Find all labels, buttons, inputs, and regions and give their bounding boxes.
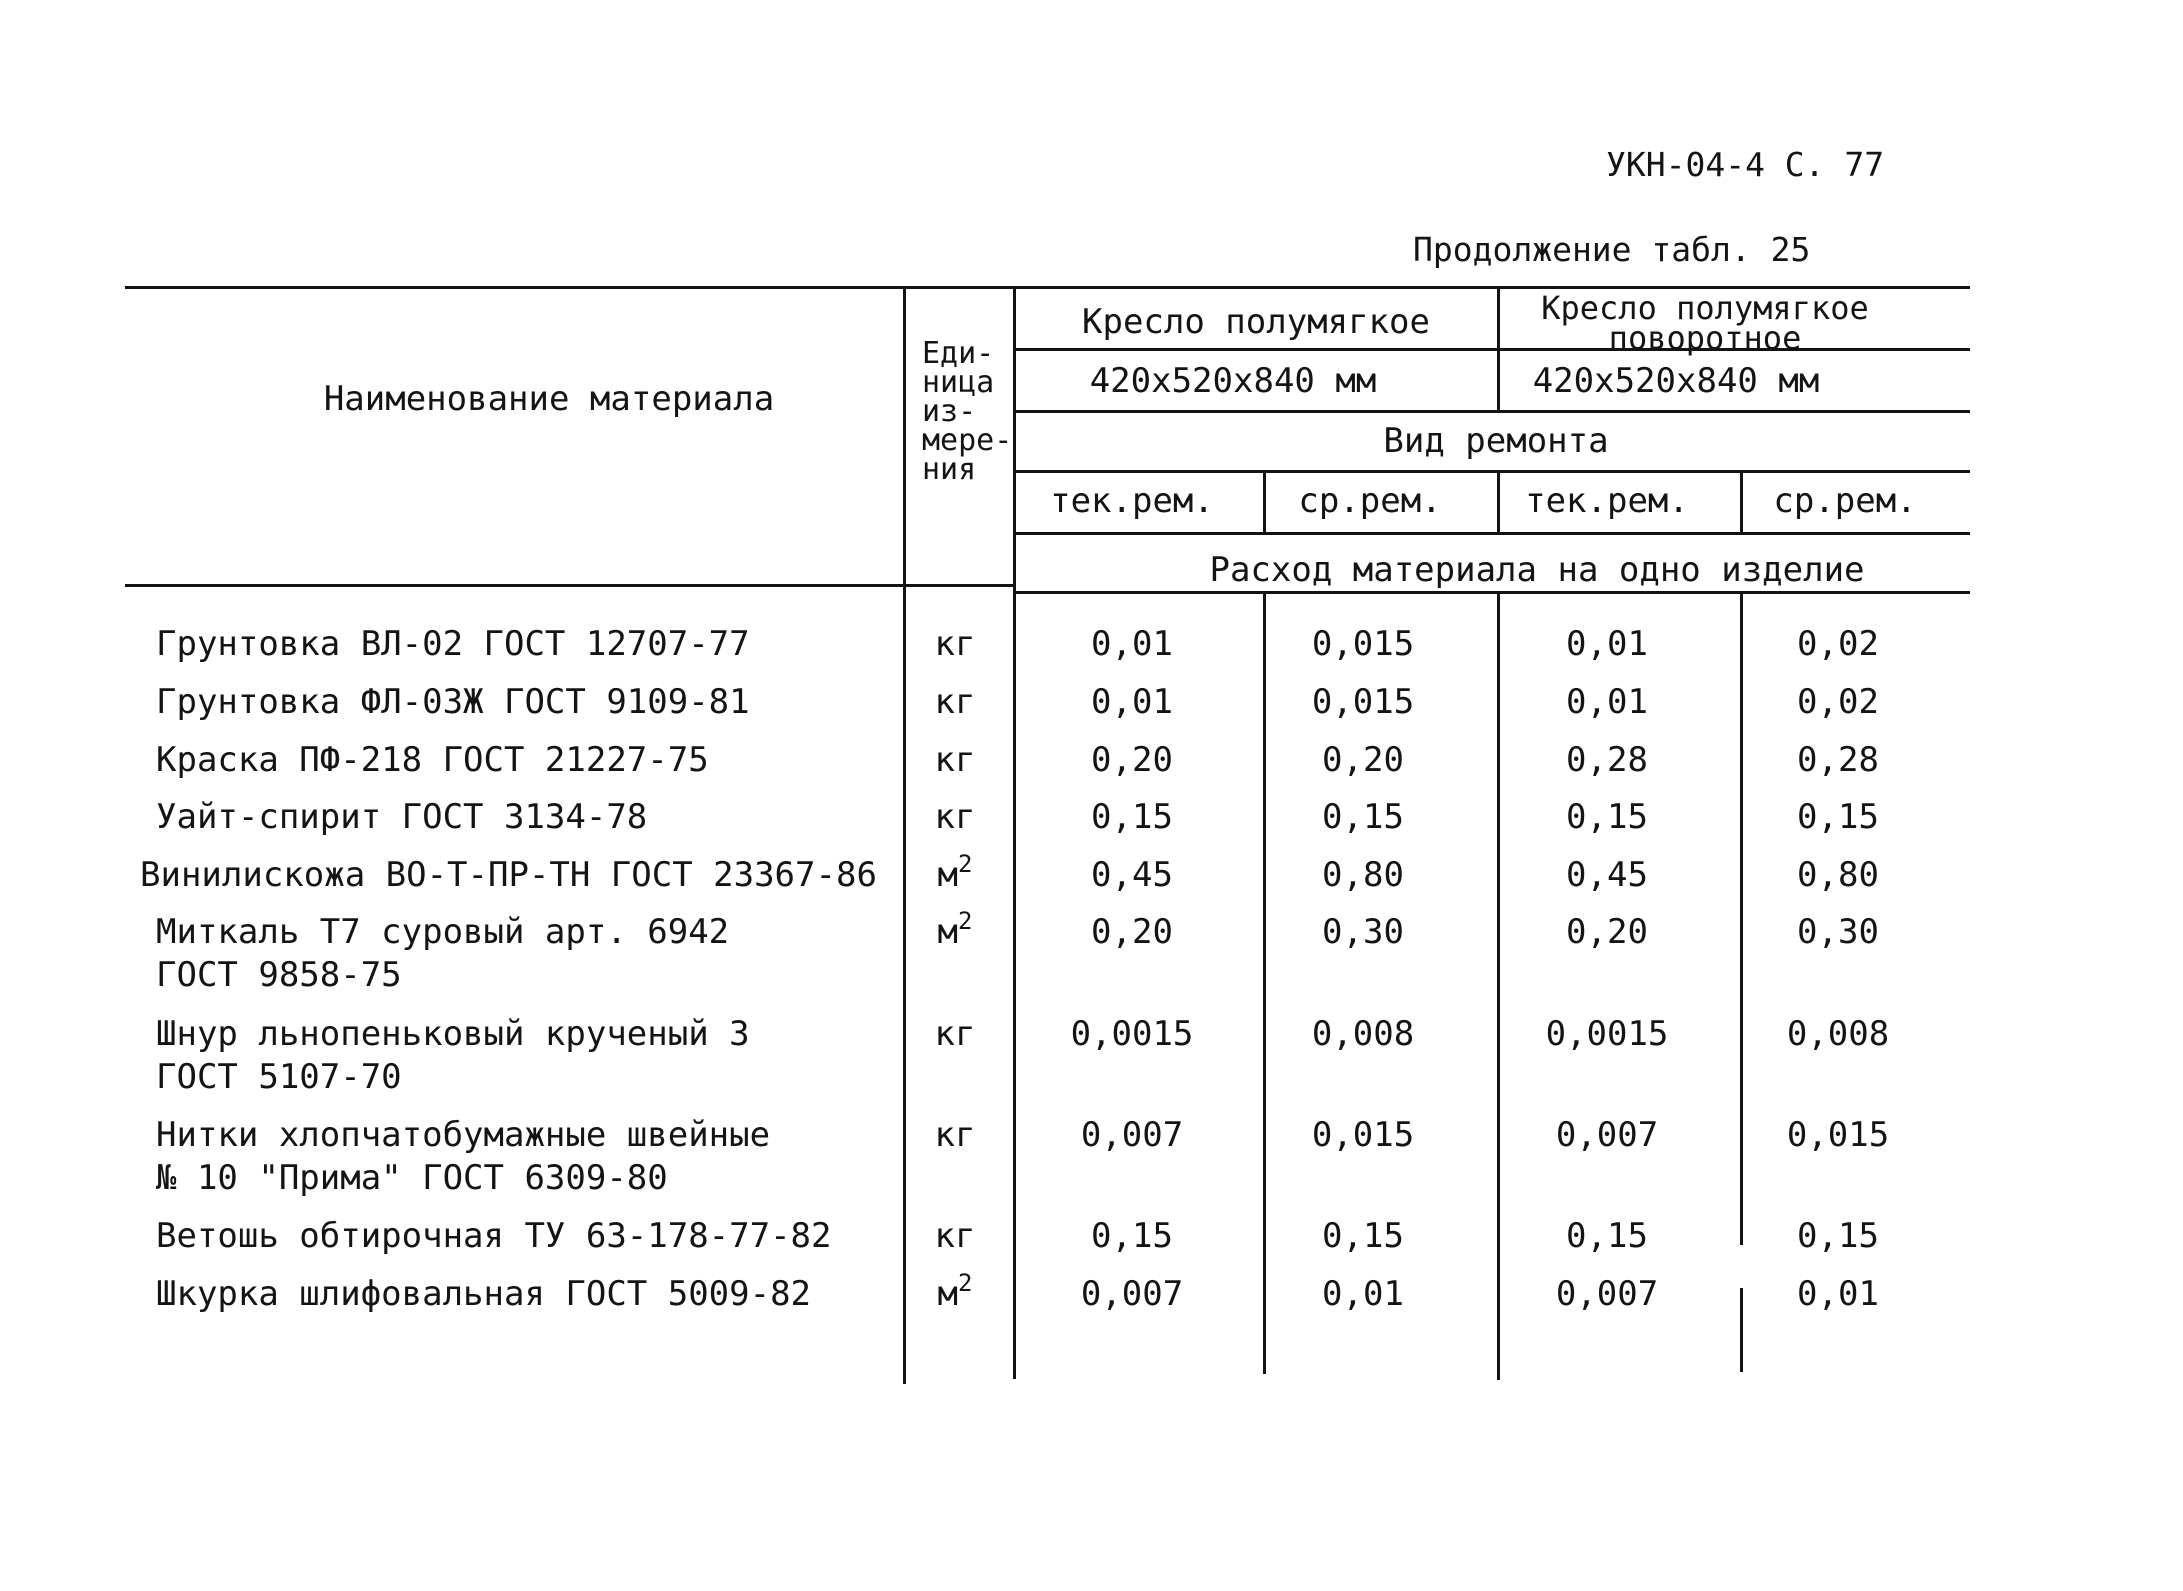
value-cell: 0,015: [1311, 1115, 1415, 1155]
value-cell: 0,007: [1555, 1115, 1659, 1155]
value-cell: 0,01: [1091, 682, 1173, 722]
value-cell: 0,01: [1322, 1274, 1404, 1314]
repair-type-rule: [1016, 470, 1970, 473]
col3-right-line-body: [1740, 591, 1743, 1245]
value-cell: 0,30: [1322, 912, 1404, 952]
header-chair2-dims: 420x520x840 мм: [1532, 361, 1820, 401]
header-medium-repair-1: ср.рем.: [1298, 481, 1442, 521]
value-cell: 0,15: [1091, 797, 1173, 837]
value-cell: 0,02: [1797, 624, 1879, 664]
unit-superscript: 2: [958, 850, 973, 878]
header-chair1-title: Кресло полумягкое: [1082, 302, 1430, 342]
header-chair1-dims: 420x520x840 мм: [1089, 361, 1377, 401]
value-cell: 0,01: [1091, 624, 1173, 664]
value-cell: 0,20: [1091, 912, 1173, 952]
value-cell: 0,01: [1797, 1274, 1879, 1314]
consumption-rule: [1016, 591, 1970, 594]
unit-text: кг: [934, 797, 976, 837]
table-continuation: Продолжение табл. 25: [1413, 230, 1811, 269]
unit-cell: [934, 1115, 976, 1155]
unit-superscript: 2: [958, 907, 973, 935]
page-code: УКН-04-4 С. 77: [1606, 145, 1885, 184]
col3-right-line-tail: [1740, 1288, 1743, 1372]
material-name: Винилискожа ВО-Т-ПР-ТН ГОСТ 23367-86: [140, 855, 877, 895]
header-unit-line-1: Еди-: [922, 336, 995, 371]
value-cell: 0,20: [1566, 912, 1648, 952]
unit-cell: [934, 797, 976, 837]
value-cell: 0,007: [1080, 1274, 1184, 1314]
unit-superscript: 2: [958, 1269, 973, 1297]
value-cell: 0,20: [1091, 740, 1173, 780]
unit-text: кг: [934, 1115, 976, 1155]
value-cell: 0,15: [1797, 797, 1879, 837]
header-material-name: Наименование материала: [323, 379, 775, 419]
value-cell: 0,007: [1555, 1274, 1659, 1314]
material-name: Грунтовка ФЛ-03Ж ГОСТ 9109-81: [156, 682, 750, 722]
value-cell: 0,008: [1786, 1014, 1890, 1054]
unit-text: м: [937, 855, 959, 895]
material-name: Миткаль Т7 суровый арт. 6942: [156, 912, 730, 952]
material-name: Шнур льнопеньковый крученый 3: [156, 1014, 750, 1054]
value-cell: 0,007: [1080, 1115, 1184, 1155]
chair-divider-body: [1497, 591, 1500, 1380]
value-cell: 0,30: [1797, 912, 1879, 952]
value-cell: 0,0015: [1545, 1014, 1669, 1054]
unit-text: м: [937, 912, 959, 952]
unit-cell: [934, 740, 976, 780]
material-name: ГОСТ 9858-75: [156, 955, 402, 995]
unit-text: кг: [934, 740, 976, 780]
value-cell: 0,15: [1566, 797, 1648, 837]
unit-cell: [937, 1269, 973, 1314]
header-bottom-rule: [125, 584, 1016, 587]
material-name: Уайт-спирит ГОСТ 3134-78: [156, 797, 648, 837]
unit-cell: [934, 1014, 976, 1054]
header-unit-line-5: ния: [922, 452, 977, 487]
value-cell: 0,008: [1311, 1014, 1415, 1054]
header-medium-repair-2: ср.рем.: [1773, 481, 1917, 521]
value-cell: 0,80: [1322, 855, 1404, 895]
chair-divider-subheader: [1497, 470, 1500, 532]
header-consumption: Расход материала на одно изделие: [1209, 550, 1865, 590]
value-cell: 0,15: [1322, 797, 1404, 837]
value-cell: 0,01: [1566, 682, 1648, 722]
header-unit-line-3: из-: [922, 394, 977, 429]
material-name: ГОСТ 5107-70: [156, 1057, 402, 1097]
material-name: Ветошь обтирочная ТУ 63-178-77-82: [156, 1216, 832, 1256]
unit-text: кг: [934, 1216, 976, 1256]
header-unit-line-2: ница: [922, 365, 995, 400]
material-name: Грунтовка ВЛ-02 ГОСТ 12707-77: [156, 624, 750, 664]
unit-cell: [934, 1216, 976, 1256]
col3-right-line-header: [1740, 470, 1743, 532]
material-name: Нитки хлопчатобумажные швейные: [156, 1115, 771, 1155]
value-cell: 0,15: [1322, 1216, 1404, 1256]
unit-cell: [934, 624, 976, 664]
value-cell: 0,15: [1566, 1216, 1648, 1256]
material-name: № 10 "Прима" ГОСТ 6309-80: [156, 1158, 668, 1198]
unit-col-left-line: [903, 286, 906, 1384]
value-cell: 0,15: [1797, 1216, 1879, 1256]
header-current-repair-1: тек.рем.: [1050, 481, 1214, 521]
value-cell: 0,15: [1091, 1216, 1173, 1256]
value-cell: 0,45: [1566, 855, 1648, 895]
chair-divider-header: [1497, 286, 1500, 410]
value-cell: 0,45: [1091, 855, 1173, 895]
value-cell: 0,02: [1797, 682, 1879, 722]
value-cell: 0,015: [1311, 624, 1415, 664]
header-chair2-title-line-2: поворотное: [1608, 319, 1802, 357]
unit-cell: [937, 850, 973, 895]
unit-cell: [937, 907, 973, 952]
unit-cell: [934, 682, 976, 722]
dims-rule-top: [1016, 348, 1970, 351]
value-cell: 0,80: [1797, 855, 1879, 895]
unit-text: кг: [934, 1014, 976, 1054]
material-name: Краска ПФ-218 ГОСТ 21227-75: [156, 740, 709, 780]
value-cell: 0,015: [1311, 682, 1415, 722]
header-unit-line-4: мере-: [922, 423, 1013, 458]
value-cell: 0,28: [1797, 740, 1879, 780]
value-cell: 0,20: [1322, 740, 1404, 780]
unit-text: кг: [934, 624, 976, 664]
header-repair-type: Вид ремонта: [1383, 421, 1609, 461]
value-cell: 0,28: [1566, 740, 1648, 780]
unit-col-right-line: [1013, 286, 1016, 1379]
value-cell: 0,015: [1786, 1115, 1890, 1155]
repair-subtype-rule: [1016, 532, 1970, 535]
col1-right-line-header: [1263, 470, 1266, 532]
material-name: Шкурка шлифовальная ГОСТ 5009-82: [156, 1274, 812, 1314]
value-cell: 0,01: [1566, 624, 1648, 664]
header-chair2-title-line-1: Кресло полумягкое: [1541, 289, 1869, 327]
header-current-repair-2: тек.рем.: [1525, 481, 1689, 521]
dims-rule-bottom: [1016, 410, 1970, 413]
col1-right-line-body: [1263, 591, 1266, 1374]
value-cell: 0,0015: [1070, 1014, 1194, 1054]
unit-text: м: [937, 1274, 959, 1314]
unit-text: кг: [934, 682, 976, 722]
